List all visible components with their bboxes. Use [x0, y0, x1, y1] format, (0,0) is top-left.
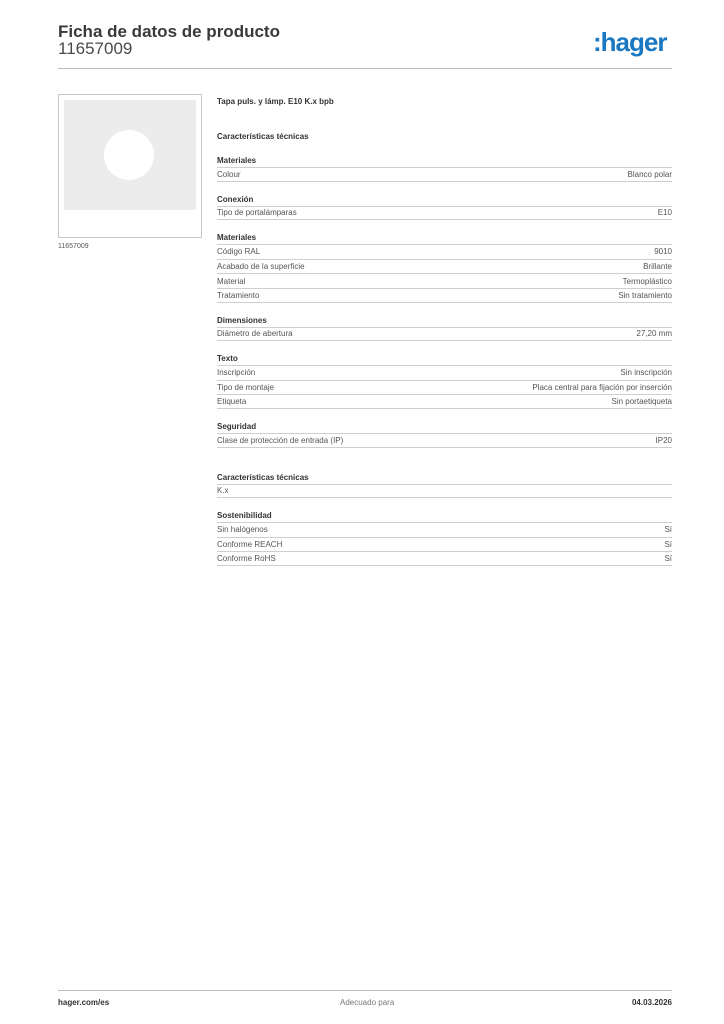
footer-date: 04.03.2026 — [631, 998, 672, 1007]
section-connection — [217, 193, 672, 221]
plate-opening-graphic — [104, 130, 154, 180]
footer-suitable-for: Adecuado para — [340, 998, 395, 1007]
spec-label: Conforme RoHS — [217, 554, 276, 564]
spec-row — [217, 273, 672, 288]
spec-row — [217, 380, 672, 395]
product-name: Tapa puls. y lámp. E10 K.x bpb — [217, 97, 334, 106]
product-number: 11657009 — [58, 39, 133, 58]
footer-website: hager.com/es — [58, 998, 110, 1007]
spec-row — [217, 167, 672, 182]
document-title: Ficha de datos de producto — [58, 22, 280, 41]
spec-value: Sin portaetiqueta — [611, 397, 672, 407]
spec-label: Tipo de montaje — [217, 383, 275, 393]
section-title: Materiales — [217, 156, 257, 165]
section-text — [217, 352, 672, 409]
spec-row — [217, 433, 672, 448]
spec-row — [217, 522, 672, 537]
spec-value: 27,20 mm — [636, 329, 672, 339]
spec-row — [217, 365, 672, 380]
spec-row — [217, 206, 672, 221]
spec-label: Etiqueta — [217, 397, 247, 407]
spec-value: E10 — [657, 208, 672, 218]
spec-value: Sin inscripción — [620, 368, 672, 378]
section-title: Materiales — [217, 233, 257, 243]
spec-label: Diámetro de abertura — [217, 329, 293, 339]
spec-value: Brillante — [643, 262, 672, 272]
spec-value: Sin tratamiento — [618, 290, 672, 300]
spec-value: Sí — [664, 554, 672, 564]
spec-label: Tratamiento — [217, 290, 260, 300]
spec-value: Blanco polar — [627, 169, 672, 179]
spec-row — [217, 244, 672, 259]
spec-label: Código RAL — [217, 247, 261, 257]
section-materials-1 — [217, 154, 672, 182]
spec-value: IP20 — [655, 435, 672, 445]
product-image — [58, 94, 202, 238]
section-dimensions — [217, 314, 672, 342]
spec-value: Termoplástico — [622, 276, 672, 286]
footer-divider — [58, 990, 672, 991]
spec-row — [217, 551, 672, 566]
section-title: Características técnicas — [217, 472, 309, 482]
spec-content — [217, 96, 672, 566]
spec-label: Clase de protección de entrada (IP) — [217, 435, 344, 445]
spec-label: Colour — [217, 169, 241, 179]
spec-label: Conforme REACH — [217, 540, 283, 550]
section-safety — [217, 420, 672, 448]
spec-row — [217, 537, 672, 552]
section-characteristics-2 — [217, 471, 672, 499]
section-title: Texto — [217, 354, 238, 364]
spec-label: Material — [217, 276, 246, 286]
section-title: Seguridad — [217, 421, 257, 431]
header-divider — [58, 68, 672, 69]
spec-value: 9010 — [654, 247, 672, 257]
spec-row — [217, 484, 672, 499]
spec-label: K.x — [217, 486, 229, 496]
section-characteristics-1 — [217, 130, 672, 143]
spec-value: Sí — [664, 525, 672, 535]
spec-row — [217, 327, 672, 342]
spec-label: Acabado de la superficie — [217, 262, 305, 272]
spec-row — [217, 394, 672, 409]
hager-logo: :hager — [593, 27, 667, 57]
section-materials-2 — [217, 231, 672, 302]
spec-row — [217, 288, 672, 303]
spec-label: Sin halógenos — [217, 525, 268, 535]
section-title: Características técnicas — [217, 132, 309, 141]
spec-value: Placa central para fijación por inserción — [532, 383, 672, 393]
section-sustainability — [217, 509, 672, 566]
spec-label: Inscripción — [217, 368, 256, 378]
image-caption: 11657009 — [58, 243, 89, 250]
spec-row — [217, 259, 672, 274]
spec-label: Tipo de portalámparas — [217, 208, 297, 218]
section-title: Conexión — [217, 194, 254, 204]
cover-plate-graphic — [64, 100, 196, 210]
section-title: Sostenibilidad — [217, 511, 272, 521]
spec-value: Sí — [664, 540, 672, 550]
section-title: Dimensiones — [217, 315, 267, 325]
